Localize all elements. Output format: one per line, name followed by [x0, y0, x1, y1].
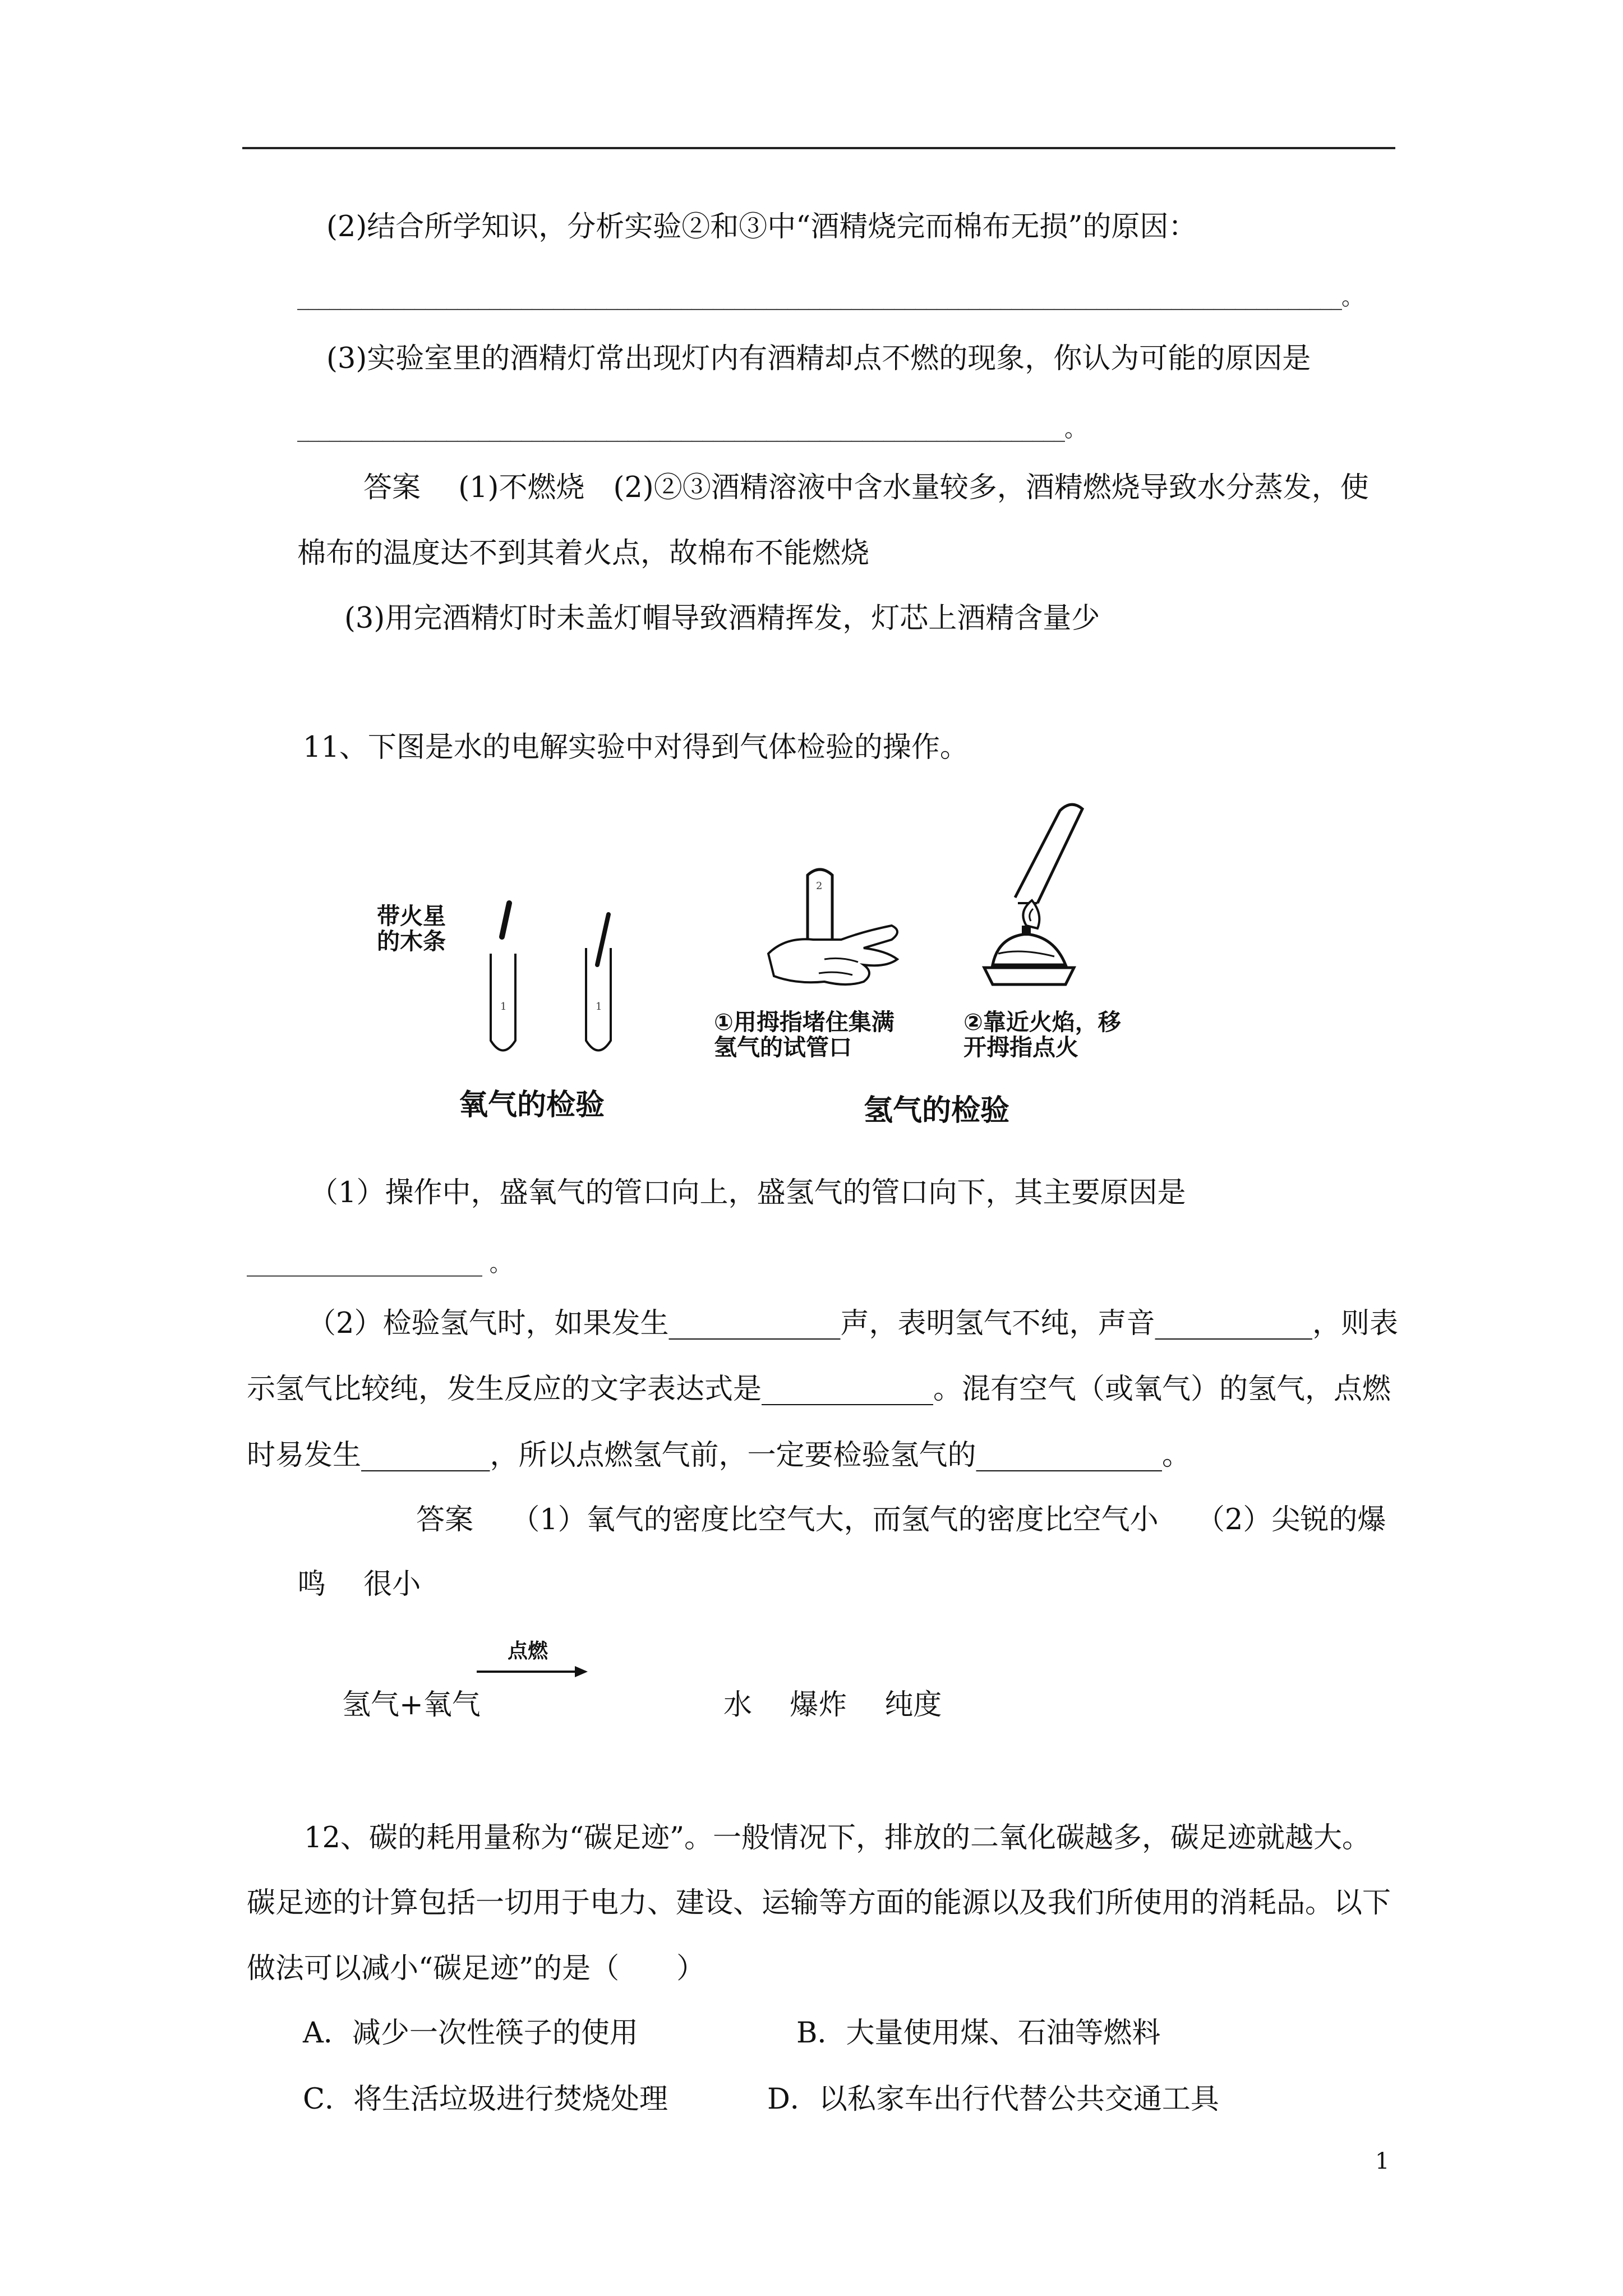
reaction-products: 水 爆炸 纯度 [723, 1688, 942, 1722]
q12-option-a: A．减少一次性筷子的使用 [303, 2017, 638, 2050]
oxygen-test-illustration [471, 892, 662, 1060]
reaction-reactants: 氢气+氧气 [342, 1688, 481, 1722]
step2-label-line1: ②靠近火焰，移 [963, 1009, 1121, 1036]
q11-part2-line3: 时易发生_________，所以点燃氢气前，一定要检验氢气的_____________。 [247, 1439, 1191, 1472]
q11-part2-line2: 示氢气比较纯，发生反应的文字表达式是____________。混有空气（或氧气）的氢气，点燃 [247, 1373, 1391, 1406]
q10-part2: (2)结合所学知识，分析实验②和③中“酒精烧完而棉布无损”的原因： [326, 210, 1197, 243]
q11-part1: （1）操作中，盛氧气的管口向上，盛氢气的管口向下，其主要原因是 [310, 1176, 1186, 1209]
step1-label-line2: 氢气的试管口 [714, 1034, 852, 1061]
q10-answer-line2: 棉布的温度达不到其着火点，故棉布不能燃烧 [297, 537, 870, 570]
header-rule [242, 147, 1395, 149]
q10-answer-line1: 答案 (1)不燃烧 (2)②③酒精溶液中含水量较多，酒精燃烧导致水分蒸发，使 [363, 471, 1369, 504]
reaction-arrow [477, 1663, 589, 1680]
hydrogen-test-caption: 氢气的检验 [864, 1094, 1010, 1128]
q12-stem-line3: 做法可以减小“碳足迹”的是（ ） [247, 1952, 706, 1985]
oxygen-test-caption: 氧气的检验 [459, 1088, 605, 1122]
hydrogen-test-illustration [763, 797, 1178, 1010]
svg-text:2: 2 [816, 880, 823, 892]
svg-text:1: 1 [500, 1001, 507, 1013]
q12-option-b: B．大量使用煤、石油等燃料 [796, 2017, 1161, 2050]
splint-label-line1: 带火星 [377, 903, 446, 930]
reaction-condition: 点燃 [508, 1640, 548, 1663]
q10-part3-blank: ________________________________________________________________________。 [297, 416, 1086, 442]
q10-answer-line3: (3)用完酒精灯时未盖灯帽导致酒精挥发，灯芯上酒精含量少 [344, 602, 1100, 635]
q11-part2-line1: （2）检验氢气时，如果发生____________声，表明氢气不纯，声音___________，则表 [307, 1307, 1398, 1340]
q12-option-d: D．以私家车出行代替公共交通工具 [767, 2083, 1219, 2116]
q11-answer-line2: 鸣 很小 [297, 1568, 421, 1601]
svg-text:1: 1 [596, 1001, 602, 1013]
q12-option-c: C．将生活垃圾进行焚烧处理 [303, 2083, 668, 2116]
page-number: 1 [1375, 2148, 1390, 2174]
q11-stem: 11、下图是水的电解实验中对得到气体检验的操作。 [303, 731, 969, 764]
q12-stem-line1: 12、碳的耗用量称为“碳足迹”。一般情况下，排放的二氧化碳越多，碳足迹就越大。 [304, 1821, 1371, 1855]
q11-answer-line1: 答案 （1）氧气的密度比空气大，而氢气的密度比空气小 （2）尖锐的爆 [416, 1503, 1386, 1536]
q12-stem-line2: 碳足迹的计算包括一切用于电力、建设、运输等方面的能源以及我们所使用的消耗品。以下 [247, 1887, 1391, 1920]
step1-label-line1: ①用拇指堵住集满 [714, 1009, 895, 1036]
q10-part3: (3)实验室里的酒精灯常出现灯内有酒精却点不燃的现象，你认为可能的原因是 [326, 342, 1311, 375]
q10-part2-blank: __________________________________________________________________________________________________。 [297, 284, 1363, 310]
q11-part1-blank: _____________________ 。 [247, 1251, 512, 1277]
splint-label-line2: 的木条 [377, 928, 446, 955]
step2-label-line2: 开拇指点火 [963, 1034, 1078, 1061]
